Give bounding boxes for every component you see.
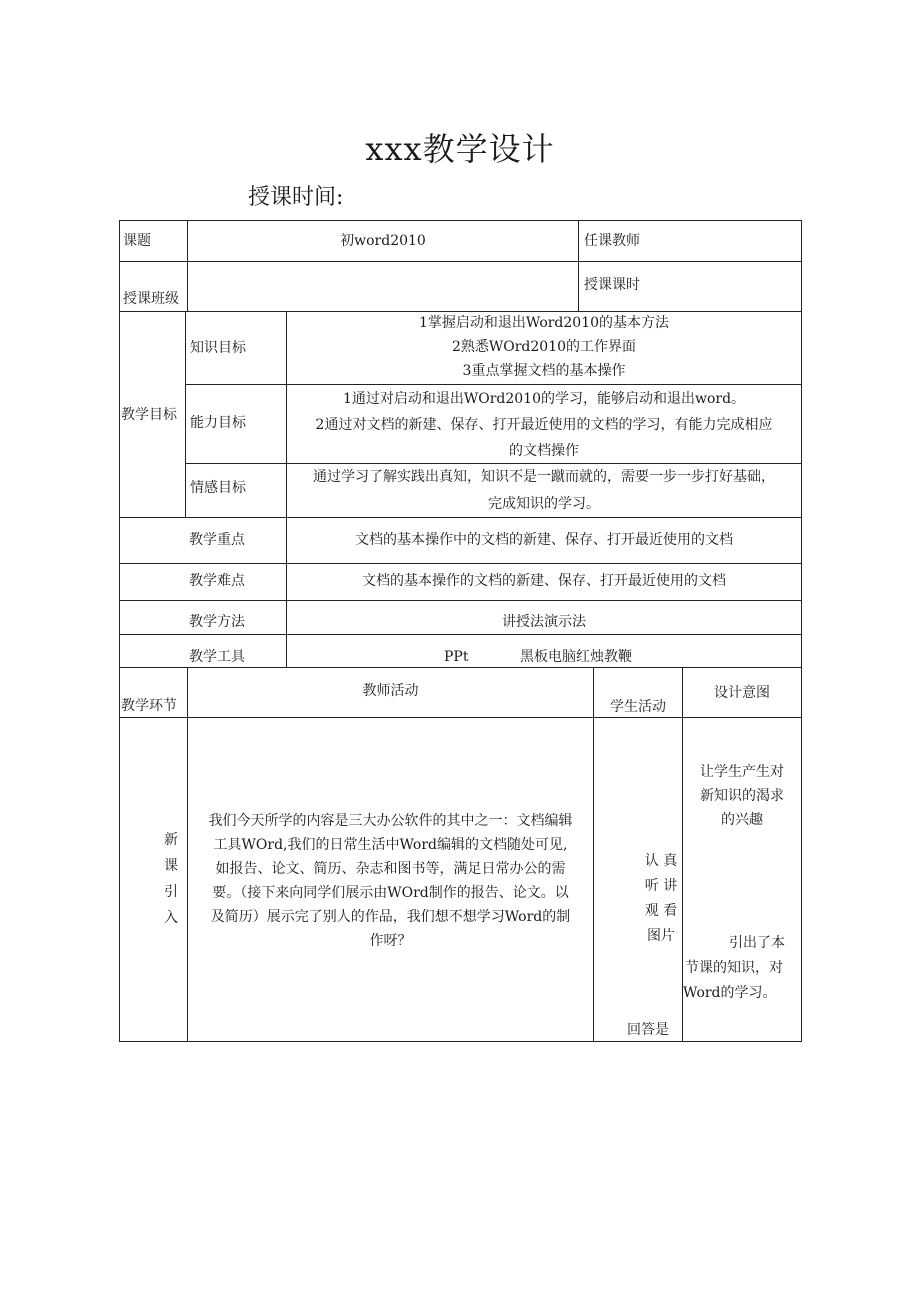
teaching-time-label: 授课时间: xyxy=(248,185,344,210)
intro-label-char: 引 xyxy=(164,884,178,900)
student-activity-line: 图片 xyxy=(647,928,675,944)
table-border xyxy=(119,717,802,718)
table-border xyxy=(119,261,802,262)
table-border xyxy=(119,600,802,601)
student-activity-line: 认 真 xyxy=(644,853,678,869)
tools-label: 教学工具 xyxy=(189,649,245,665)
table-border xyxy=(119,517,802,518)
teacher-activity-line: 及简历）展示完了别人的作品，我们想不想学习Word的制 xyxy=(210,909,571,925)
tools-value-items: 黑板电脑红烛教鞭 xyxy=(520,649,632,665)
knowledge-line: 2熟悉WOrd2010的工作界面 xyxy=(451,339,637,355)
keypoint-value: 文档的基本操作中的文档的新建、保存、打开最近使用的文档 xyxy=(355,532,733,548)
section-label: 教学环节 xyxy=(121,698,177,714)
knowledge-line: 1掌握启动和退出Word2010的基本方法 xyxy=(418,315,670,331)
design-intent-line: Word的学习。 xyxy=(683,985,777,1001)
teacher-label: 任课教师 xyxy=(584,233,640,249)
course-value: 初word2010 xyxy=(340,233,426,249)
teacher-activity-label: 教师活动 xyxy=(362,683,419,699)
design-intent-line: 节课的知识，对 xyxy=(685,960,783,976)
student-activity-label: 学生活动 xyxy=(610,699,666,715)
lesson-plan-table xyxy=(119,220,802,1042)
table-border xyxy=(119,1041,802,1042)
emotion-line: 完成知识的学习。 xyxy=(488,496,600,512)
table-border xyxy=(119,563,802,564)
objectives-label: 教学目标 xyxy=(121,407,177,423)
teacher-activity-line: 作呀？ xyxy=(369,933,412,949)
page-title: xxx教学设计 xyxy=(365,130,555,168)
method-label: 教学方法 xyxy=(189,614,245,630)
ability-line: 2通过对文档的新建、保存、打开最近使用的文档的学习，有能力完成相应 xyxy=(315,417,773,433)
teacher-activity-line: 如报告、论文、简历、杂志和图书等，满足日常办公的需 xyxy=(215,861,566,877)
table-border xyxy=(119,220,802,221)
intro-label-char: 入 xyxy=(164,910,178,926)
student-answer: 回答是 xyxy=(627,1022,669,1038)
table-border xyxy=(801,220,802,1042)
class-label: 授课班级 xyxy=(123,291,179,307)
teacher-activity-line: 要。（接下来向同学们展示由WOrd制作的报告、论文。以 xyxy=(212,885,569,901)
table-border xyxy=(185,384,802,385)
knowledge-label: 知识目标 xyxy=(190,340,246,356)
table-border xyxy=(119,634,802,635)
intro-label-char: 课 xyxy=(164,858,178,874)
student-activity-line: 听 讲 xyxy=(644,878,678,894)
method-value: 讲授法演示法 xyxy=(502,614,586,630)
design-intent-line: 新知识的渴求 xyxy=(700,788,784,804)
table-border xyxy=(593,667,594,1042)
intro-label-char: 新 xyxy=(164,832,178,848)
design-intent-line: 的兴趣 xyxy=(721,812,763,828)
teacher-activity-line: 我们今天所学的内容是三大办公软件的其中之一：文档编辑 xyxy=(208,813,573,829)
difficulty-label: 教学难点 xyxy=(189,573,245,589)
design-intent-label: 设计意图 xyxy=(714,685,770,701)
knowledge-line: 3重点掌握文档的基本操作 xyxy=(462,363,626,379)
difficulty-value: 文档的基本操作的文档的新建、保存、打开最近使用的文档 xyxy=(362,573,726,589)
emotion-label: 情感目标 xyxy=(190,480,246,496)
table-border xyxy=(185,311,186,517)
table-border xyxy=(578,220,579,311)
student-activity-line: 观 看 xyxy=(644,903,678,919)
design-intent-line: 让学生产生对 xyxy=(700,764,784,780)
tools-value-ppt: PPt xyxy=(444,649,469,665)
ability-label: 能力目标 xyxy=(190,415,246,431)
hours-label: 授课课时 xyxy=(584,277,640,293)
course-label: 课题 xyxy=(123,233,151,249)
emotion-line: 通过学习了解实践出真知，知识不是一蹴而就的，需要一步一步打好基础， xyxy=(313,469,775,485)
keypoint-label: 教学重点 xyxy=(189,532,245,548)
design-intent-line: 引出了本 xyxy=(729,935,785,951)
teacher-activity-line: 工具WOrd,我们的日常生活中Word编辑的文档随处可见, xyxy=(213,837,568,853)
table-border xyxy=(185,463,802,464)
ability-line: 的文档操作 xyxy=(509,443,579,459)
ability-line: 1通过对启动和退出WOrd2010的学习，能够启动和退出word。 xyxy=(342,391,746,407)
